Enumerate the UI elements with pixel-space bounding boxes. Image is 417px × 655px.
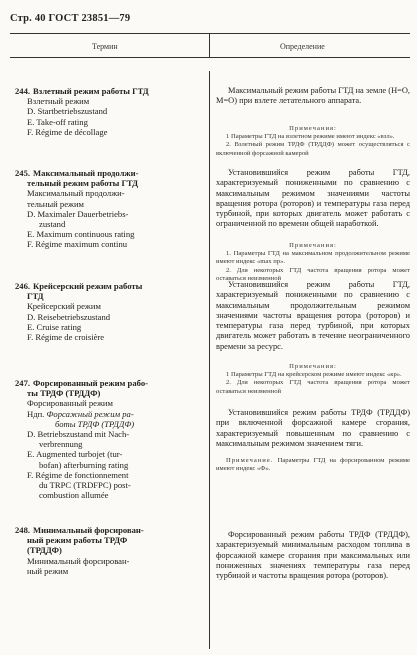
- column-header-term: Термин: [92, 42, 118, 51]
- notes-244: Примечания: 1 Параметры ГТД на взлетном режиме имеют индекс «взл». 2. Взлетный режим ТРДФ (ТРДДФ) может осуществляться с включенной форсажной камерой: [216, 125, 410, 157]
- term-248: 248. Минимальный форсирован- ный режим работы ТРДФ (ТРДДФ) Минимальный форсирован- ный режим: [15, 525, 144, 576]
- term-247: 247. Форсированный режим рабо- ты ТРДФ (ТРДДФ) Форсированный режим Ндп. Форсажный режим ра- боты ТРДФ (ТРДДФ) D. Betriebszustand mit Nach- verbrennung E. Augmented turbojet (tur- bofan) afterburning rating F. Régime de fonctionnement du TRPC (TRDFPC) post- combustion allumée: [15, 378, 148, 501]
- term-246: 246. Крейсерский режим работы ГТД Крейсерский режим D. Reisebetriebszustand E. Cruise rating F. Régime de croisière: [15, 281, 143, 343]
- definition-244: Максимальный режим работы ГТД на земле (Н=О, М=О) при взлете летательного аппарата.: [216, 86, 410, 106]
- page-header: Стр. 40 ГОСТ 23851—79: [10, 13, 131, 24]
- notes-247: Примечание. Параметры ГТД на форсированном режиме имеют индекс «Ф».: [216, 457, 410, 473]
- column-header-definition: Определение: [280, 42, 325, 51]
- notes-246: Примечания: 1 Параметры ГТД на крейсерском режиме имеют индекс «кр». 2. Для некоторых ГТД частота вращения ротора может оставаться неизменной: [216, 363, 410, 395]
- definition-246: Установившийся режим работы ГТД, характеризуемый пониженными по сравнению с максимальным продолжительным режимом значениями частоты вращения ротора (роторов) и температуры газа перед турбиной, при которых двигатель может работать в течение неограниченного времени за ресурс.: [216, 280, 410, 351]
- definition-247: Установившийся режим работы ТРДФ (ТРДДФ) при включенной форсажной камере сгорания, характеризуемый повышенным по сравнению с максимальным режимом значением тяги.: [216, 408, 410, 448]
- definition-248: Форсированный режим работы ТРДФ (ТРДДФ), характеризуемый минимальным расходом топлива в форсажной камере сгорания при максимальных или пониженных значениях температуры газа перед турбиной и частоты вращения ротора (роторов).: [216, 530, 410, 581]
- term-245: 245. Максимальный продолжи- тельный режим работы ГТД Максимальный продолжи- тельный режим D. Maximaler Dauerbetriebs- zustand E. Maximum continuous rating F. Régime maximum continu: [15, 168, 139, 250]
- definition-245: Установившийся режим работы ГТД, характеризуемый пониженными по сравнению с максимальным режимом значениями частоты вращения ротора (роторов) и температуры газа перед турбиной, при которых двигатель может работать с ограниченной по времени общей наработкой.: [216, 168, 410, 229]
- notes-245: Примечания: 1. Параметры ГТД на максимальном продолжительном режиме имеют индекс «max пр». 2. Для некоторых ГТД частота вращения ротора может оставаться неизменной: [216, 242, 410, 282]
- term-244: 244. Взлетный режим работы ГТД Взлетный режим D. Startbetriebszustand E. Take-off rating F. Régime de décollage: [15, 86, 149, 137]
